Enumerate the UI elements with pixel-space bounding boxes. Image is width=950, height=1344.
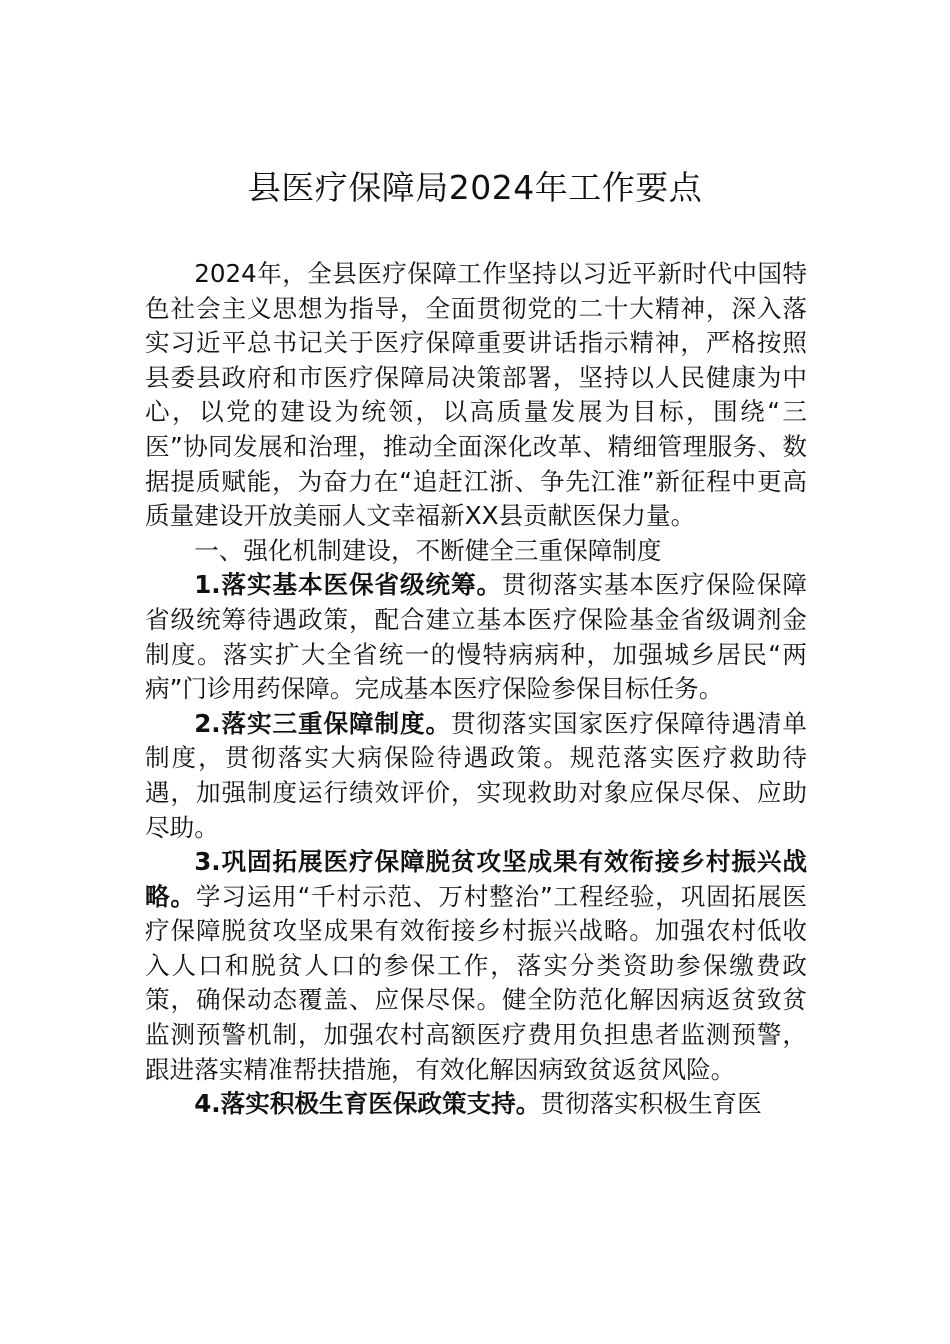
- paragraph-text: 贯彻落实积极生育医: [540, 1089, 762, 1119]
- document-title: 县医疗保障局2024年工作要点: [247, 168, 703, 207]
- document-body: [145, 257, 807, 1122]
- paragraph-text: 贯彻落实基本医疗保险保障省级统筹待遇政策，配合建立基本医疗保险基金省级调剂金制度。落实扩大全省统一的慢特病病种，加强城乡居民“两病”门诊用药保障。完成基本医疗保险参保目标任务。: [145, 570, 807, 704]
- paragraph-lead: 3.巩固拓展医疗保障脱贫攻坚成果有效衔接乡村振兴战略。: [145, 847, 807, 911]
- paragraph-text: 一、强化机制建设，不断健全三重保障制度: [194, 535, 662, 565]
- paragraph-lead: 2.落实三重保障制度。: [194, 708, 451, 738]
- section-heading: [145, 534, 807, 569]
- intro-paragraph: [145, 257, 807, 534]
- paragraph-lead: 4.落实积极生育医保政策支持。: [194, 1089, 541, 1119]
- item-paragraph: [145, 707, 807, 845]
- paragraph-text: 贯彻落实国家医疗保障待遇清单制度，贯彻落实大病保险待遇政策。规范落实医疗救助待遇，加强制度运行绩效评价，实现救助对象应保尽保、应助尽助。: [145, 708, 807, 842]
- item-paragraph: [145, 1087, 807, 1122]
- item-paragraph: [145, 568, 807, 706]
- item-paragraph: [145, 845, 807, 1087]
- paragraph-text: 2024年，全县医疗保障工作坚持以习近平新时代中国特色社会主义思想为指导，全面贯彻党的二十大精神，深入落实习近平总书记关于医疗保障重要讲话指示精神，严格按照县委县政府和市医疗保障局决策部署，坚持以人民健康为中心，以党的建设为统领，以高质量发展为目标，围绕“三医”协同发展和治理，推动全面深化改革、精细管理服务、数据提质赋能，为奋力在“追赶江浙、争先江淮”新征程中更高质量建设开放美丽人文幸福新XX县贡献医保力量。: [145, 259, 807, 531]
- paragraph-text: 学习运用“千村示范、万村整治”工程经验，巩固拓展医疗保障脱贫攻坚成果有效衔接乡村振兴战略。加强农村低收入人口和脱贫人口的参保工作，落实分类资助参保缴费政策，确保动态覆盖、应保尽保。健全防范化解因病返贫致贫监测预警机制，加强农村高额医疗费用负担患者监测预警，跟进落实精准帮扶措施，有效化解因病致贫返贫风险。: [145, 881, 807, 1084]
- paragraph-lead: 1.落实基本医保省级统筹。: [194, 570, 502, 600]
